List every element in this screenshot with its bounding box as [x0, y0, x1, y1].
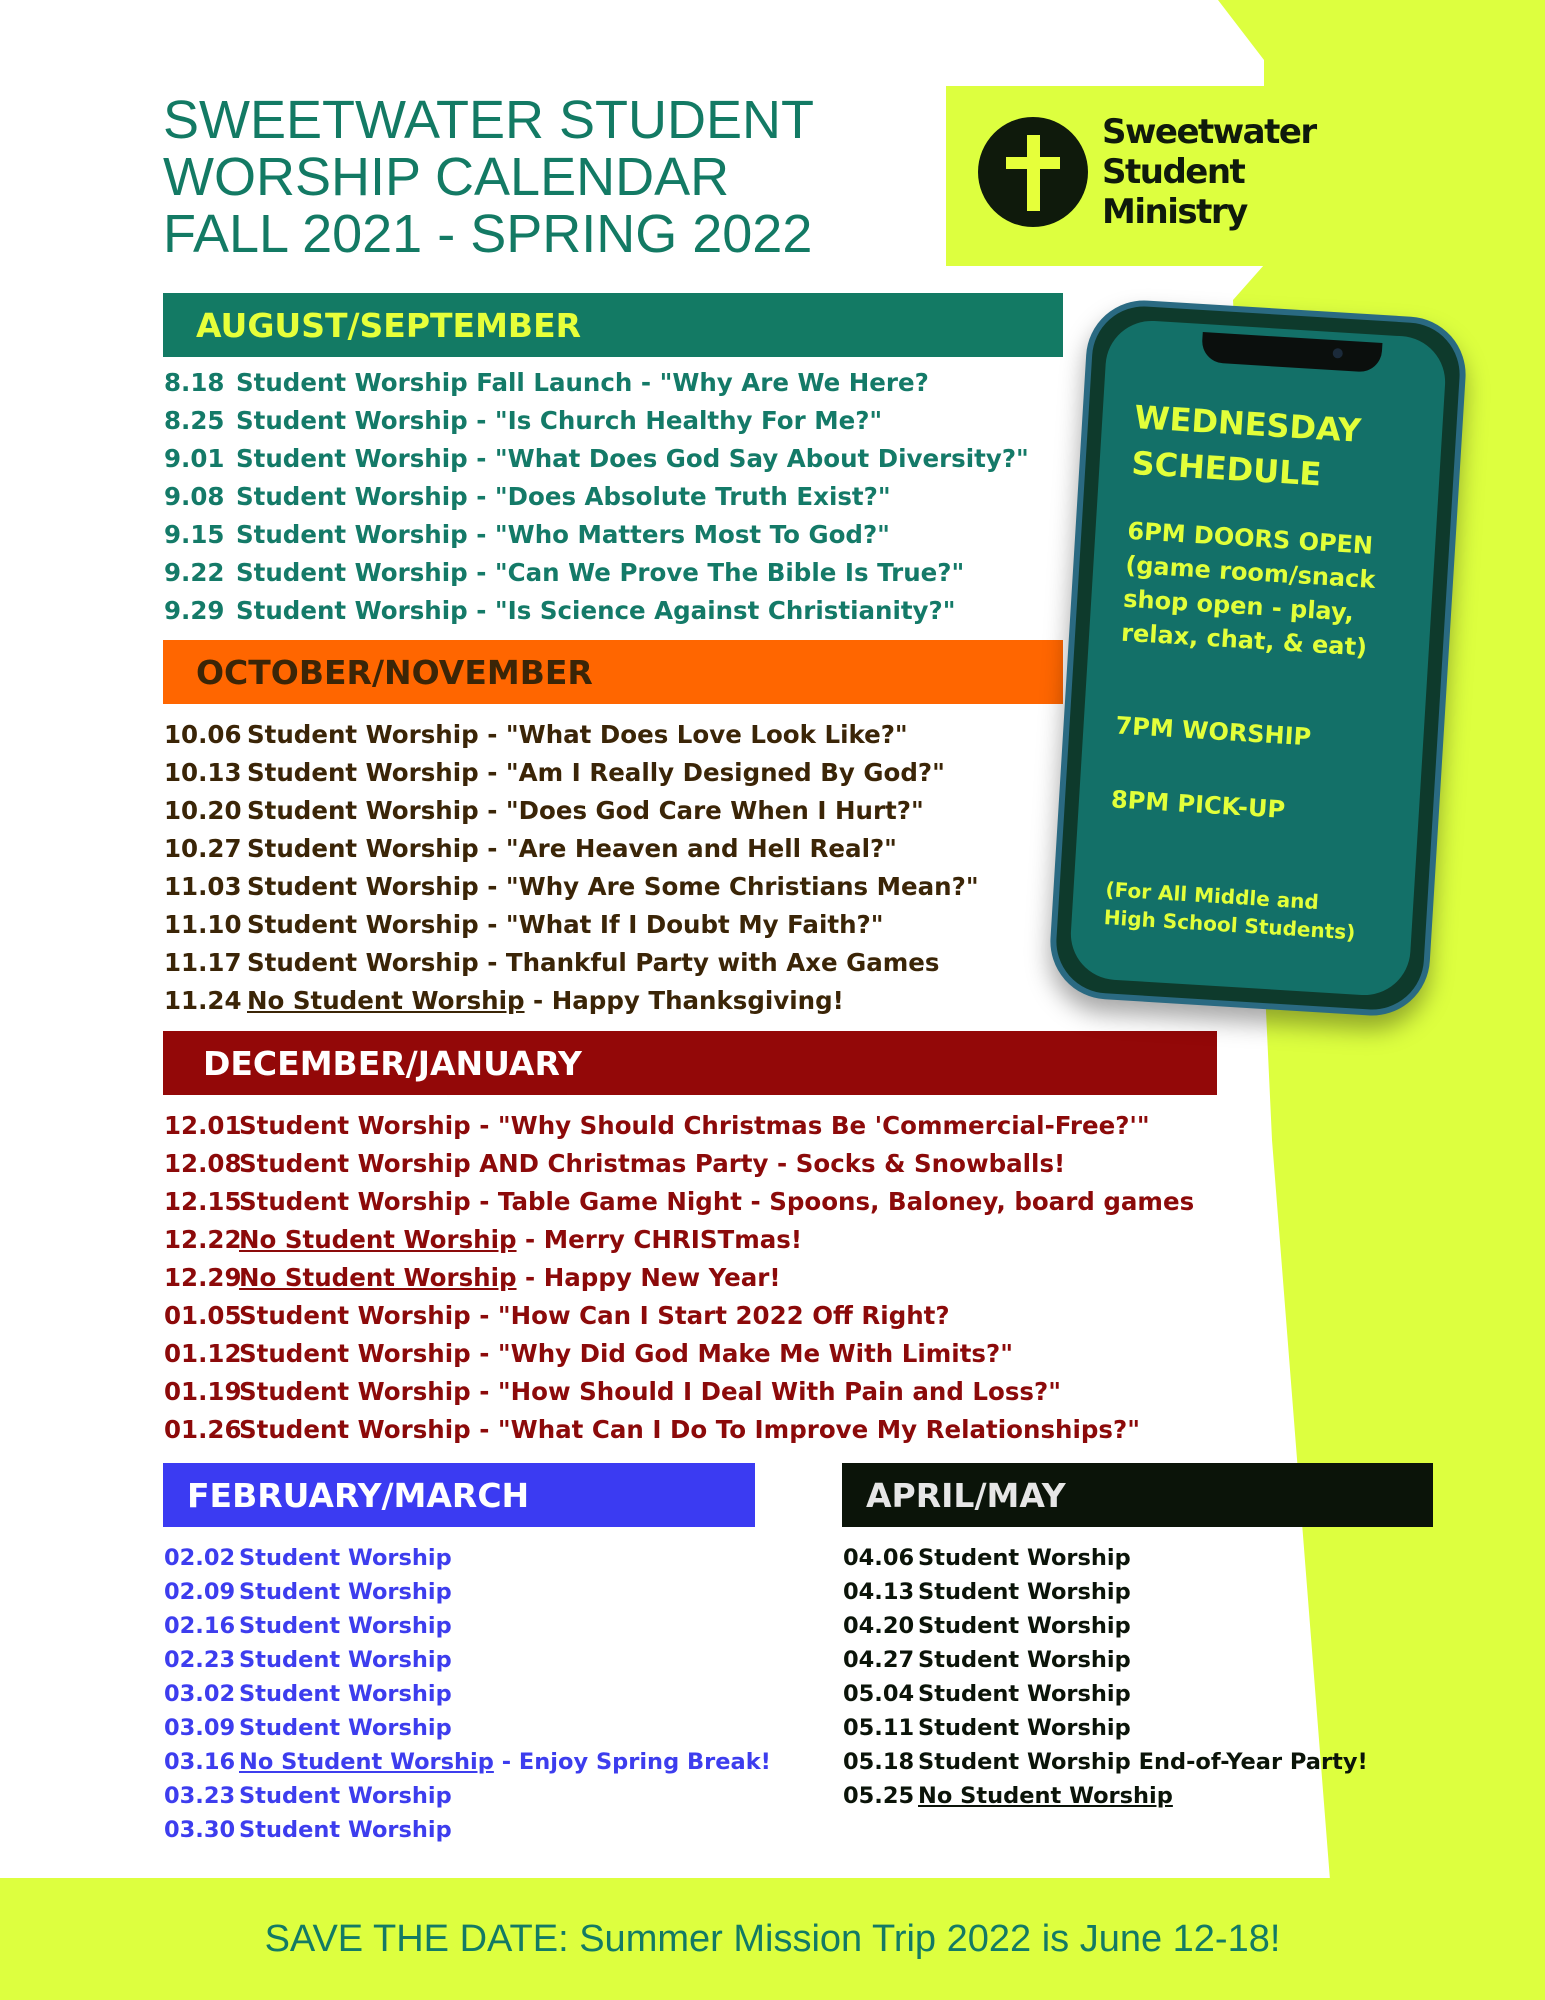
- event-date: 12.22: [164, 1225, 242, 1254]
- event-date: 05.11: [843, 1715, 915, 1741]
- doors-open-info: [1120, 514, 1378, 665]
- event-type: Student Worship: [239, 1681, 452, 1707]
- ministry-logo: [946, 86, 1316, 266]
- logo-line-1: Sweetwater: [1102, 112, 1316, 152]
- audience-note-line-2: High School Students): [1103, 905, 1357, 945]
- event-date: 02.16: [164, 1613, 236, 1639]
- event-type: Student Worship: [918, 1545, 1131, 1571]
- event-item: [164, 1711, 771, 1745]
- logo-line-2: Student: [1102, 152, 1245, 192]
- event-item: [164, 1259, 1194, 1297]
- feb-mar-list: [164, 1541, 771, 1847]
- audience-note-line-1: (For All Middle and: [1104, 877, 1320, 915]
- event-date: 12.15: [164, 1187, 242, 1216]
- event-date: 10.27: [164, 834, 242, 863]
- event-item: [164, 1335, 1194, 1373]
- logo-badge: [978, 117, 1088, 227]
- event-item: [164, 516, 1029, 554]
- schedule-heading-line-2: SCHEDULE: [1130, 443, 1323, 494]
- event-item: [843, 1677, 1368, 1711]
- event-date: 02.02: [164, 1545, 236, 1571]
- event-item: [164, 792, 979, 830]
- logo-line-3: Ministry: [1102, 192, 1247, 232]
- event-type: Student Worship: [239, 1783, 452, 1809]
- event-topic: - "Are Heaven and Hell Real?": [478, 834, 897, 863]
- no-worship-label: No Student Worship: [239, 1263, 517, 1292]
- cross-icon: [978, 117, 1088, 227]
- event-topic: - "What Does Love Look Like?": [478, 720, 908, 749]
- event-date: 12.29: [164, 1263, 242, 1292]
- event-item: [164, 592, 1029, 630]
- event-date: 11.10: [164, 910, 242, 939]
- title-line-1: SWEETWATER STUDENT: [163, 90, 814, 150]
- event-topic: - Table Game Night - Spoons, Baloney, board games: [470, 1187, 1195, 1216]
- event-date: 03.02: [164, 1681, 236, 1707]
- event-item: [843, 1541, 1368, 1575]
- oct-nov-heading-band: [163, 640, 1063, 704]
- apr-may-heading-band: [842, 1463, 1433, 1527]
- no-worship-label: No Student Worship: [247, 986, 525, 1015]
- event-type: Student Worship: [918, 1613, 1131, 1639]
- worship-time: 7PM WORSHIP: [1114, 711, 1312, 752]
- event-item: [164, 906, 979, 944]
- event-date: 12.08: [164, 1149, 242, 1178]
- event-date: 9.01: [164, 444, 225, 473]
- event-date: 04.20: [843, 1613, 915, 1639]
- event-type: Student Worship: [247, 834, 479, 863]
- event-type: Student Worship: [247, 872, 479, 901]
- event-type: Student Worship: [918, 1681, 1131, 1707]
- title-line-2: WORSHIP CALENDAR: [163, 147, 730, 207]
- event-topic: - "What Does God Say About Diversity?": [467, 444, 1029, 473]
- event-topic: - "How Can I Start 2022 Off Right?: [470, 1301, 950, 1330]
- event-topic: - "Why Are Some Christians Mean?": [478, 872, 979, 901]
- event-date: 04.13: [843, 1579, 915, 1605]
- event-item: [164, 1609, 771, 1643]
- event-date: 8.18: [164, 368, 225, 397]
- dec-jan-heading: DECEMBER/JANUARY: [203, 1043, 582, 1083]
- event-date: 01.05: [164, 1301, 242, 1330]
- event-date: 11.17: [164, 948, 242, 977]
- event-type: Student Worship: [239, 1111, 471, 1140]
- event-topic: - "Is Science Against Christianity?": [467, 596, 956, 625]
- event-item: [164, 944, 979, 982]
- event-date: 05.04: [843, 1681, 915, 1707]
- event-type: Student Worship: [239, 1415, 471, 1444]
- event-date: 9.29: [164, 596, 225, 625]
- event-type: Student Worship: [236, 482, 468, 511]
- title-line-3: FALL 2021 - SPRING 2022: [163, 204, 813, 264]
- dec-jan-list: [164, 1107, 1194, 1449]
- event-item: [164, 1575, 771, 1609]
- event-item: [164, 364, 1029, 402]
- event-topic: - "Does God Care When I Hurt?": [478, 796, 924, 825]
- phone-body: [1047, 297, 1469, 1019]
- event-type: Student Worship: [247, 758, 479, 787]
- aug-sep-heading-band: [163, 293, 1063, 357]
- audience-note: [1103, 875, 1358, 946]
- phone-graphic: [1047, 297, 1469, 1019]
- event-type: Student Worship: [239, 1301, 471, 1330]
- save-the-date-text: SAVE THE DATE: Summer Mission Trip 2022 is June 12-18!: [264, 1917, 1281, 1960]
- save-the-date-banner: [0, 1878, 1545, 2000]
- event-type: Student Worship: [918, 1579, 1131, 1605]
- event-item: [164, 1221, 1194, 1259]
- event-date: 05.18: [843, 1749, 915, 1775]
- event-type: Student Worship AND Christmas Party: [239, 1149, 769, 1178]
- event-type: Student Worship: [236, 444, 468, 473]
- aug-sep-list: [164, 364, 1029, 630]
- event-date: 04.27: [843, 1647, 915, 1673]
- event-date: 11.24: [164, 986, 242, 1015]
- event-item: [164, 1297, 1194, 1335]
- event-item: [164, 1145, 1194, 1183]
- event-date: 02.09: [164, 1579, 236, 1605]
- event-item: [164, 982, 979, 1020]
- feb-mar-heading: FEBRUARY/MARCH: [187, 1475, 530, 1515]
- event-item: [164, 1745, 771, 1779]
- event-item: [843, 1575, 1368, 1609]
- doors-open-line-1: 6PM DOORS OPEN: [1126, 516, 1374, 560]
- event-topic: - Enjoy Spring Break!: [493, 1749, 771, 1775]
- event-topic: - "Why Are We Here?: [632, 368, 929, 397]
- event-date: 8.25: [164, 406, 225, 435]
- event-topic: - "Why Should Christmas Be 'Commercial-Free?'": [470, 1111, 1150, 1140]
- event-type: Student Worship: [239, 1715, 452, 1741]
- event-topic: - "Can We Prove The Bible Is True?": [467, 558, 965, 587]
- oct-nov-heading: OCTOBER/NOVEMBER: [196, 652, 593, 692]
- event-item: [843, 1643, 1368, 1677]
- event-topic: - Socks & Snowballs!: [768, 1149, 1066, 1178]
- event-date: 11.03: [164, 872, 242, 901]
- event-item: [164, 1183, 1194, 1221]
- event-type: Student Worship: [236, 558, 468, 587]
- no-worship-label: No Student Worship: [239, 1749, 494, 1775]
- dec-jan-heading-band: [163, 1031, 1217, 1095]
- event-type: Student Worship: [239, 1613, 452, 1639]
- event-type: Student Worship: [247, 720, 479, 749]
- phone-notch: [1201, 332, 1382, 373]
- event-date: 01.12: [164, 1339, 242, 1368]
- logo-text: [1102, 112, 1316, 232]
- event-date: 12.01: [164, 1111, 242, 1140]
- event-topic: - "How Should I Deal With Pain and Loss?": [470, 1377, 1061, 1406]
- event-topic: - "Am I Really Designed By God?": [478, 758, 945, 787]
- event-item: [843, 1745, 1368, 1779]
- event-type: Student Worship: [239, 1817, 452, 1843]
- event-item: [843, 1711, 1368, 1745]
- event-item: [164, 402, 1029, 440]
- event-item: [164, 754, 979, 792]
- event-date: 02.23: [164, 1647, 236, 1673]
- event-type: Student Worship: [239, 1187, 471, 1216]
- event-item: [164, 1677, 771, 1711]
- event-item: [164, 1107, 1194, 1145]
- event-type: Student Worship: [236, 520, 468, 549]
- event-date: 10.06: [164, 720, 242, 749]
- event-topic: - Happy New Year!: [516, 1263, 781, 1292]
- event-item: [164, 440, 1029, 478]
- event-type: Student Worship: [918, 1715, 1131, 1741]
- event-date: 03.23: [164, 1783, 236, 1809]
- phone-screen: [1068, 318, 1448, 998]
- event-date: 10.20: [164, 796, 242, 825]
- event-date: 04.06: [843, 1545, 915, 1571]
- event-type: Student Worship End-of-Year Party!: [918, 1749, 1368, 1775]
- oct-nov-list: [164, 716, 979, 1020]
- event-type: Student Worship: [239, 1377, 471, 1406]
- doors-open-line-3: shop open - play,: [1122, 584, 1355, 627]
- feb-mar-heading-band: [163, 1463, 755, 1527]
- event-type: Student Worship: [918, 1647, 1131, 1673]
- event-date: 9.15: [164, 520, 225, 549]
- event-item: [164, 1813, 771, 1847]
- event-item: [164, 868, 979, 906]
- no-worship-label: No Student Worship: [918, 1783, 1173, 1809]
- schedule-heading-line-1: WEDNESDAY: [1133, 398, 1363, 450]
- pickup-time: 8PM PICK-UP: [1110, 785, 1286, 824]
- event-type: Student Worship: [247, 910, 479, 939]
- event-topic: - Merry CHRISTmas!: [516, 1225, 803, 1254]
- page-title: [163, 92, 814, 263]
- event-type: Student Worship: [236, 596, 468, 625]
- event-item: [164, 554, 1029, 592]
- event-item: [843, 1779, 1368, 1813]
- event-item: [164, 1411, 1194, 1449]
- apr-may-list: [843, 1541, 1368, 1813]
- event-type: Student Worship: [239, 1339, 471, 1368]
- event-date: 01.19: [164, 1377, 242, 1406]
- event-topic: - "What Can I Do To Improve My Relationships?": [470, 1415, 1140, 1444]
- event-date: 10.13: [164, 758, 242, 787]
- event-item: [164, 1779, 771, 1813]
- event-type: Student Worship: [239, 1579, 452, 1605]
- event-date: 05.25: [843, 1783, 915, 1809]
- event-item: [164, 1541, 771, 1575]
- event-date: 01.26: [164, 1415, 242, 1444]
- event-item: [164, 478, 1029, 516]
- event-item: [164, 1373, 1194, 1411]
- doors-open-line-2: (game room/snack: [1124, 550, 1377, 594]
- event-type: Student Worship: [239, 1647, 452, 1673]
- event-type: Student Worship: [247, 796, 479, 825]
- apr-may-heading: APRIL/MAY: [866, 1475, 1066, 1515]
- wednesday-schedule-heading: [1130, 394, 1362, 500]
- event-date: 03.09: [164, 1715, 236, 1741]
- event-item: [164, 1643, 771, 1677]
- event-type: Student Worship Fall Launch: [236, 368, 633, 397]
- event-type: Student Worship: [247, 948, 479, 977]
- event-date: 9.22: [164, 558, 225, 587]
- event-topic: - "Is Church Healthy For Me?": [467, 406, 883, 435]
- event-date: 9.08: [164, 482, 225, 511]
- event-date: 03.16: [164, 1749, 236, 1775]
- event-item: [164, 830, 979, 868]
- event-topic: - "Who Matters Most To God?": [467, 520, 890, 549]
- event-topic: - Thankful Party with Axe Games: [478, 948, 940, 977]
- event-topic: - "What If I Doubt My Faith?": [478, 910, 884, 939]
- event-item: [843, 1609, 1368, 1643]
- event-item: [164, 716, 979, 754]
- event-type: Student Worship: [236, 406, 468, 435]
- event-type: Student Worship: [239, 1545, 452, 1571]
- aug-sep-heading: AUGUST/SEPTEMBER: [196, 305, 582, 345]
- no-worship-label: No Student Worship: [239, 1225, 517, 1254]
- event-topic: - "Why Did God Make Me With Limits?": [470, 1339, 1013, 1368]
- event-date: 03.30: [164, 1817, 236, 1843]
- event-topic: - Happy Thanksgiving!: [524, 986, 844, 1015]
- event-topic: - "Does Absolute Truth Exist?": [467, 482, 891, 511]
- doors-open-line-4: relax, chat, & eat): [1120, 618, 1368, 662]
